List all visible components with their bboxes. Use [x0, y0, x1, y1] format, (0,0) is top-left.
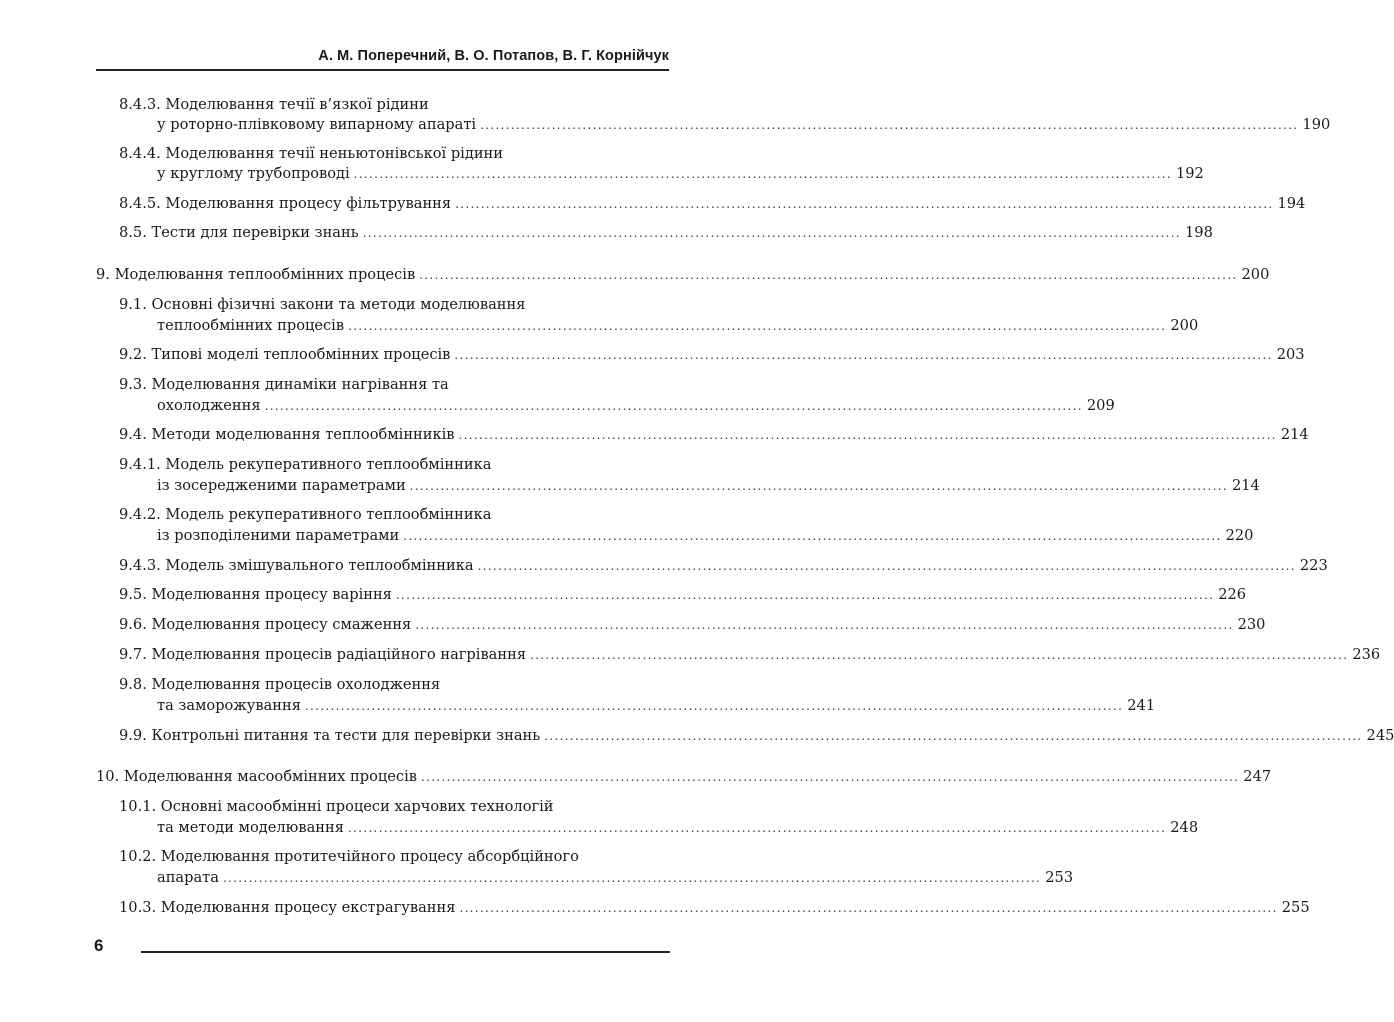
toc-entry-title: 9.1. Основні фізичні закони та методи моделювання [119, 296, 526, 313]
toc-entry-title-cont: із розподіленими параметрами [157, 527, 400, 544]
toc-chapter-title: 10. Моделювання масообмінних процесів [96, 768, 417, 785]
toc-entry-title: 9.4.3. Модель змішувального теплообмінника [119, 557, 474, 574]
leader-dots: ................................................................................................................................................................ [304, 699, 1124, 713]
toc-page-number: 223 [1299, 557, 1328, 574]
toc-entry-title-cont: та заморожування [157, 697, 301, 714]
toc-page-number: 190 [1302, 116, 1331, 133]
toc-entry-title: 9.9. Контрольні питання та тести для перевірки знань [119, 727, 541, 744]
running-header: А. М. Поперечний, В. О. Потапов, В. Г. Корнійчук [318, 48, 669, 64]
toc-page-number: 220 [1225, 527, 1254, 544]
toc-entry-title: 8.4.3. Моделювання течії в’язкої рідини [119, 96, 429, 113]
leader-dots: ................................................................................................................................................................ [362, 226, 1181, 240]
toc-entry-title: 9.7. Моделювання процесів радіаційного нагрівання [119, 646, 527, 663]
toc-entry-title-cont: та методи моделювання [157, 819, 344, 836]
leader-dots: ................................................................................................................................................................ [347, 821, 1167, 835]
leader-dots: ................................................................................................................................................................ [348, 319, 1167, 333]
leader-dots: ................................................................................................................................................................ [353, 167, 1172, 181]
toc-page-number: 203 [1276, 346, 1305, 363]
leader-dots: ................................................................................................................................................................ [477, 559, 1296, 573]
toc-entry-title: 9.4.1. Модель рекуперативного теплообмінника [119, 456, 492, 473]
leader-dots: ................................................................................................................................................................ [222, 871, 1042, 885]
toc-entry-title: 9.4.2. Модель рекуперативного теплообмінника [119, 506, 492, 523]
toc-page-number: 209 [1086, 397, 1115, 414]
toc-entry-title: 8.5. Тести для перевірки знань [119, 224, 359, 241]
leader-dots: ................................................................................................................................................................ [480, 118, 1299, 132]
leader-dots: ................................................................................................................................................................ [458, 428, 1277, 442]
toc-entry-title-cont: у круглому трубопроводі [157, 165, 350, 182]
toc-page-number: 255 [1281, 899, 1310, 916]
toc-page-number: 226 [1218, 586, 1247, 603]
leader-dots: ................................................................................................................................................................ [544, 729, 1363, 743]
toc-page-number: 253 [1045, 869, 1074, 886]
toc-page-number: 214 [1231, 477, 1260, 494]
leader-dots: ................................................................................................................................................................ [395, 588, 1215, 602]
leader-dots: ................................................................................................................................................................ [454, 348, 1273, 362]
toc-entry-title: 10.3. Моделювання процесу екстрагування [119, 899, 456, 916]
toc-entry-title: 9.6. Моделювання процесу смаження [119, 616, 412, 633]
leader-dots: ................................................................................................................................................................ [420, 770, 1240, 784]
toc-entry-title: 8.4.4. Моделювання течії неньютонівської рідини [119, 145, 504, 162]
leader-dots: ................................................................................................................................................................ [459, 901, 1278, 915]
toc-entry-title: 9.3. Моделювання динаміки нагрівання та [119, 376, 449, 393]
header-rule [96, 69, 669, 71]
toc-page-number: 194 [1277, 195, 1306, 212]
toc-entry-title: 9.2. Типові моделі теплообмінних процесів [119, 346, 451, 363]
toc-page-number: 200 [1241, 266, 1270, 283]
footer-rule [141, 951, 670, 953]
leader-dots: ................................................................................................................................................................ [415, 618, 1234, 632]
toc-page-number: 247 [1243, 768, 1272, 785]
toc-page-number: 241 [1127, 697, 1156, 714]
leader-dots: ................................................................................................................................................................ [264, 399, 1083, 413]
toc-entry-title-cont: охолодження [157, 397, 261, 414]
leader-dots: ................................................................................................................................................................ [403, 529, 1222, 543]
leader-dots: ................................................................................................................................................................ [419, 268, 1238, 282]
toc-page-number: 192 [1175, 165, 1204, 182]
toc-page-number: 236 [1352, 646, 1381, 663]
toc-entry-title: 8.4.5. Моделювання процесу фільтрування [119, 195, 452, 212]
leader-dots: ................................................................................................................................................................ [409, 479, 1228, 493]
toc-entry-title: 9.5. Моделювання процесу варіння [119, 586, 392, 603]
toc-entry-title: 9.8. Моделювання процесів охолодження [119, 676, 441, 693]
toc-page-number: 198 [1185, 224, 1213, 241]
leader-dots: ................................................................................................................................................................ [455, 197, 1274, 211]
toc-page-number: 248 [1170, 819, 1199, 836]
toc-entry-title-cont: у роторно-плівковому випарному апараті [157, 116, 477, 133]
toc-entry-title: 9.4. Методи моделювання теплообмінників [119, 426, 455, 443]
leader-dots: ................................................................................................................................................................ [530, 648, 1349, 662]
toc-page-number: 230 [1237, 616, 1266, 633]
toc-page-number: 200 [1170, 317, 1199, 334]
toc-entry-title: 10.1. Основні масообмінні процеси харчових технологій [119, 798, 554, 815]
toc-entry-title: 10.2. Моделювання протитечійного процесу абсорбційного [119, 848, 579, 865]
toc-entry-title-cont: апарата [157, 869, 219, 886]
page-number: 6 [94, 936, 104, 955]
toc-entry-title-cont: теплообмінних процесів [157, 317, 345, 334]
toc-page-number: 214 [1280, 426, 1309, 443]
toc-chapter-title: 9. Моделювання теплообмінних процесів [96, 266, 416, 283]
toc-page-number: 245 [1366, 727, 1394, 744]
toc-entry-title-cont: із зосередженими параметрами [157, 477, 406, 494]
